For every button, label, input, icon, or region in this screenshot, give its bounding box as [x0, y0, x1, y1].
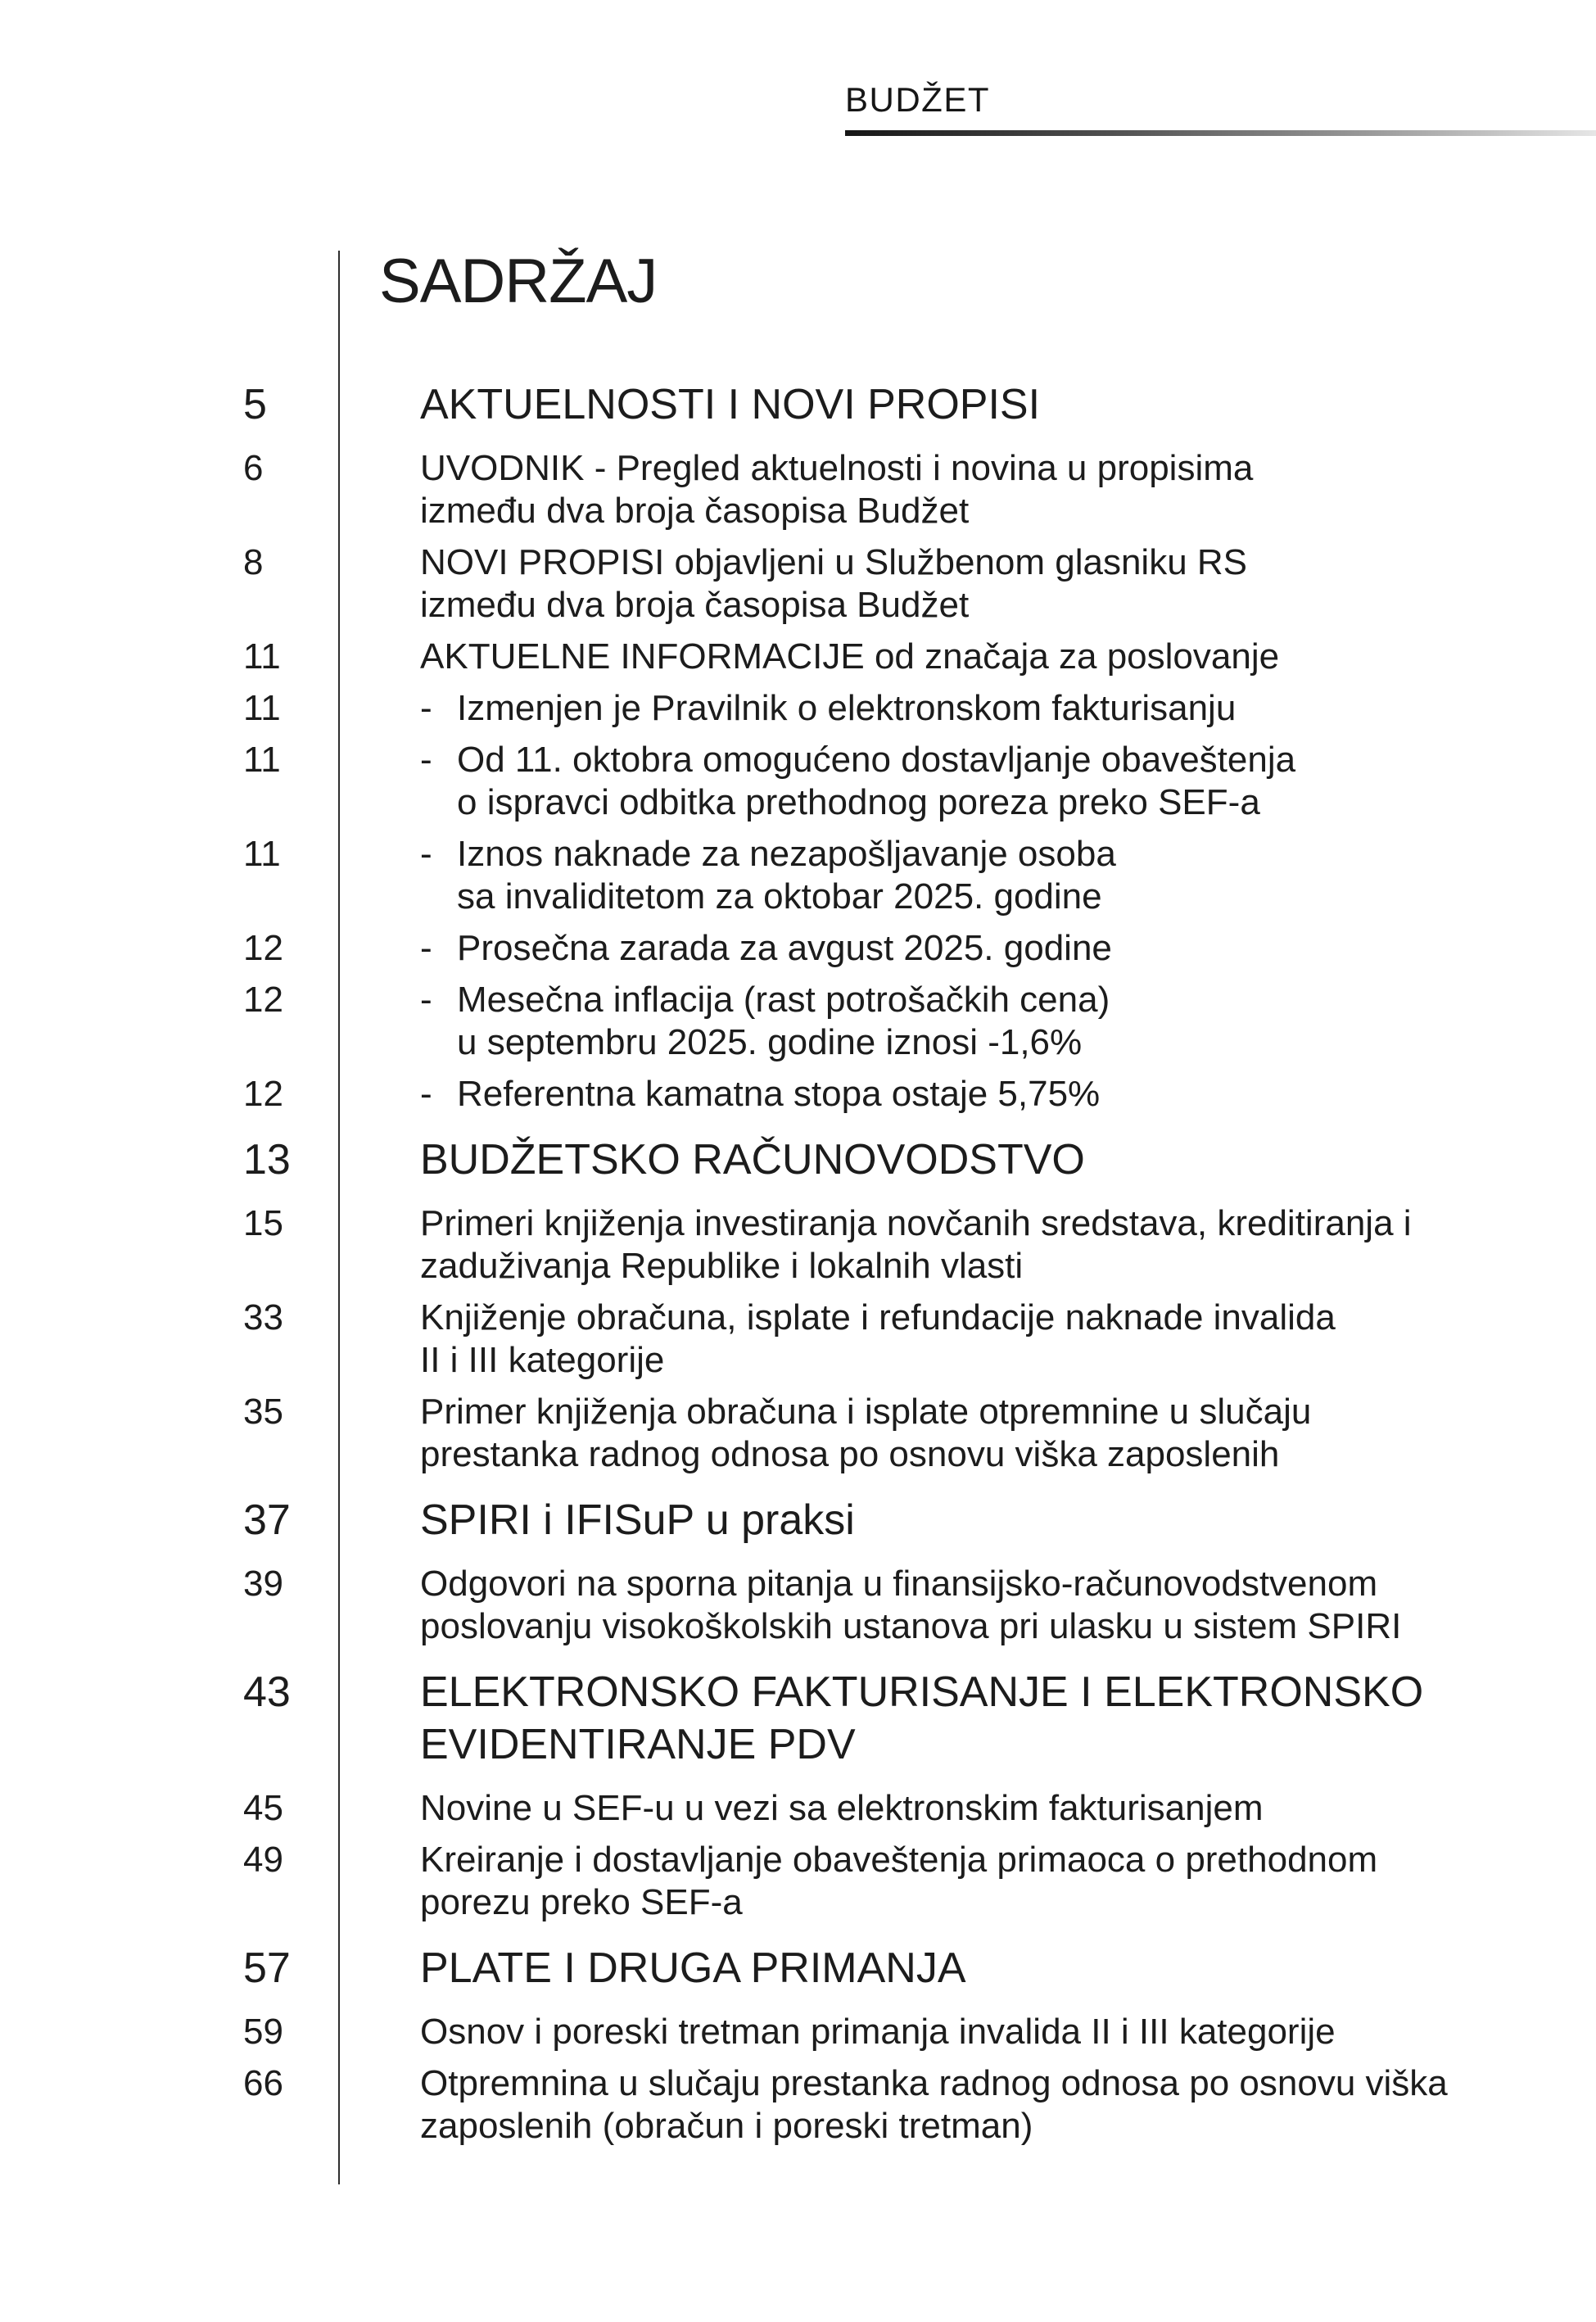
toc-entry[interactable]: [243, 541, 1488, 627]
toc-title: SADRŽAJ: [379, 247, 658, 316]
toc-entry-lines: [457, 739, 1295, 824]
toc-entry-lines: [420, 1563, 1401, 1648]
toc-page-number: 49: [243, 1840, 283, 1880]
dash-bullet: -: [420, 834, 432, 874]
toc-entry-line: o ispravci odbitka prethodnog poreza preko SEF-a: [457, 782, 1260, 822]
toc-entry-title: [379, 1787, 1264, 1830]
toc-entry-line: AKTUELNE INFORMACIJE od značaja za poslovanje: [420, 636, 1280, 677]
toc-entry-title: [379, 636, 1279, 678]
toc-page-number: 45: [243, 1788, 283, 1828]
toc-entry[interactable]: [243, 687, 1488, 730]
toc-entry-lines: [420, 1666, 1423, 1771]
toc-page-number: 13: [243, 1136, 291, 1184]
toc-page-number: 11: [243, 688, 281, 728]
toc-entry-title: [379, 1839, 1377, 1924]
toc-page-number: 43: [243, 1668, 291, 1716]
toc-entry-title: [379, 1134, 1085, 1186]
toc-entry-lines: [420, 1391, 1311, 1476]
toc-entry-title: [379, 2011, 1336, 2053]
toc-entry-lines: [420, 1134, 1085, 1186]
toc-entry-line: Primeri knjiženja investiranja novčanih sredstava, kreditiranja i: [420, 1203, 1412, 1243]
toc-entry-lines: [420, 378, 1040, 431]
toc-entry[interactable]: [243, 927, 1488, 970]
masthead-title: BUDŽET: [845, 80, 990, 119]
toc-entry-line: Iznos naknade za nezapošljavanje osoba: [457, 834, 1116, 874]
toc-page-number: 15: [243, 1203, 283, 1243]
toc-entry-lines: [420, 1942, 966, 1994]
toc-entry[interactable]: [243, 378, 1488, 431]
toc-page-number: 11: [243, 740, 281, 780]
toc-entry-title: [379, 378, 1040, 431]
toc-entry-title: [379, 979, 1110, 1064]
toc-entry-title: [379, 1391, 1311, 1476]
toc-entry-title: [379, 739, 1295, 824]
toc-page-number: 35: [243, 1392, 283, 1432]
toc-entry-lines: [457, 1073, 1100, 1116]
toc-entry-line: Primer knjiženja obračuna i isplate otpremnine u slučaju: [420, 1392, 1312, 1432]
toc-page-number: 8: [243, 542, 264, 582]
toc-entry-line: AKTUELNOSTI I NOVI PROPISI: [420, 381, 1041, 428]
toc-page-number: 39: [243, 1564, 283, 1604]
toc-entry-title: [379, 1942, 966, 1994]
toc-entry-line: Novine u SEF-u u vezi sa elektronskim fakturisanjem: [420, 1788, 1264, 1828]
toc-entry-lines: [420, 1787, 1264, 1830]
toc-entry-line: prestanka radnog odnosa po osnovu viška zaposlenih: [420, 1434, 1280, 1474]
toc-entry-line: Izmenjen je Pravilnik o elektronskom fakturisanju: [457, 688, 1237, 728]
toc-entry-line: PLATE I DRUGA PRIMANJA: [420, 1944, 966, 1992]
toc-entry-title: [379, 1073, 1100, 1116]
toc-entry[interactable]: [243, 1297, 1488, 1382]
toc-entry-line: između dva broja časopisa Budžet: [420, 585, 970, 625]
toc-entry-lines: [420, 636, 1279, 678]
toc-entry-line: porezu preko SEF-a: [420, 1882, 743, 1922]
toc-entry-line: Knjiženje obračuna, isplate i refundacije naknade invalida: [420, 1297, 1336, 1338]
toc-page-number: 37: [243, 1496, 291, 1544]
toc-entry[interactable]: [243, 1787, 1488, 1830]
dash-bullet: -: [420, 928, 432, 968]
toc-entry[interactable]: [243, 1202, 1488, 1288]
toc-entry-line: Od 11. oktobra omogućeno dostavljanje obaveštenja: [457, 740, 1296, 780]
toc-entry[interactable]: [243, 979, 1488, 1064]
dash-bullet: -: [420, 740, 432, 780]
toc-list: [243, 378, 1488, 2148]
toc-entry[interactable]: [243, 2062, 1488, 2148]
toc-entry-lines: [420, 1494, 855, 1546]
toc-page-number: 59: [243, 2012, 283, 2052]
toc-page-number: 11: [243, 834, 281, 874]
toc-entry-lines: [420, 2062, 1448, 2148]
toc-page-number: 12: [243, 980, 283, 1020]
dash-bullet: -: [420, 980, 432, 1020]
toc-entry-lines: [420, 1202, 1412, 1288]
toc-entry-title: [379, 541, 1247, 627]
toc-page-number: 6: [243, 448, 264, 488]
toc-entry-line: NOVI PROPISI objavljeni u Službenom glasniku RS: [420, 542, 1248, 582]
toc-entry-line: zaposlenih (obračun i poreski tretman): [420, 2106, 1033, 2146]
toc-entry[interactable]: [243, 636, 1488, 678]
toc-entry[interactable]: [243, 1391, 1488, 1476]
toc-page-number: 33: [243, 1297, 283, 1338]
toc-entry-line: zaduživanja Republike i lokalnih vlasti: [420, 1246, 1024, 1286]
toc-entry[interactable]: [243, 1839, 1488, 1924]
toc-entry[interactable]: [243, 1666, 1488, 1771]
toc-entry-line: BUDŽETSKO RAČUNOVODSTVO: [420, 1136, 1085, 1184]
toc-entry-lines: [420, 2011, 1336, 2053]
toc-entry-title: [379, 1202, 1412, 1288]
dash-bullet: -: [420, 688, 432, 728]
masthead-gradient-rule: [845, 130, 1596, 136]
toc-entry[interactable]: [243, 1563, 1488, 1648]
toc-entry[interactable]: [243, 1134, 1488, 1186]
table-of-contents: [243, 246, 1488, 2157]
toc-entry-title: [379, 2062, 1448, 2148]
toc-entry-title: [379, 1563, 1401, 1648]
toc-page-number: 5: [243, 381, 267, 428]
toc-entry-line: ELEKTRONSKO FAKTURISANJE I ELEKTRONSKO: [420, 1668, 1424, 1716]
toc-entry-line: Otpremnina u slučaju prestanka radnog odnosa po osnovu viška: [420, 2063, 1448, 2103]
toc-entry-lines: [420, 541, 1247, 627]
toc-page-number: 11: [243, 636, 281, 677]
toc-entry-line: UVODNIK - Pregled aktuelnosti i novina u propisima: [420, 448, 1254, 488]
toc-entry-lines: [457, 833, 1116, 918]
toc-entry-lines: [457, 979, 1110, 1064]
toc-entry-lines: [457, 687, 1236, 730]
toc-entry-line: između dva broja časopisa Budžet: [420, 491, 970, 531]
toc-page-number: 12: [243, 928, 283, 968]
toc-entry-line: Osnov i poreski tretman primanja invalida II i III kategorije: [420, 2012, 1336, 2052]
toc-entry[interactable]: [243, 833, 1488, 918]
toc-entry-title: [379, 447, 1253, 532]
toc-entry-lines: [457, 927, 1112, 970]
toc-page-number: 12: [243, 1074, 283, 1114]
dash-bullet: -: [420, 1074, 432, 1114]
toc-entry-line: Odgovori na sporna pitanja u finansijsko-računovodstvenom: [420, 1564, 1378, 1604]
toc-entry-line: Prosečna zarada za avgust 2025. godine: [457, 928, 1112, 968]
toc-entry[interactable]: [243, 1494, 1488, 1546]
toc-entry-line: II i III kategorije: [420, 1340, 665, 1380]
toc-entry-title: [379, 1666, 1423, 1771]
toc-entry-title: [379, 1494, 855, 1546]
toc-page-number: 66: [243, 2063, 283, 2103]
toc-entry-title: [379, 687, 1236, 730]
toc-entry-title: [379, 833, 1116, 918]
toc-entry-line: Mesečna inflacija (rast potrošačkih cena): [457, 980, 1110, 1020]
toc-entry[interactable]: [243, 2011, 1488, 2053]
toc-entry-line: u septembru 2025. godine iznosi -1,6%: [457, 1022, 1083, 1062]
toc-entry-lines: [420, 447, 1253, 532]
toc-entry-line: Kreiranje i dostavljanje obaveštenja primaoca o prethodnom: [420, 1840, 1378, 1880]
toc-page-number: 57: [243, 1944, 291, 1992]
toc-entry[interactable]: [243, 739, 1488, 824]
toc-entry-line: Referentna kamatna stopa ostaje 5,75%: [457, 1074, 1101, 1114]
toc-entry-line: SPIRI i IFISuP u praksi: [420, 1496, 855, 1544]
toc-entry[interactable]: [243, 1073, 1488, 1116]
toc-entry-title: [379, 1297, 1336, 1382]
toc-entry-line: EVIDENTIRANJE PDV: [420, 1721, 856, 1768]
toc-entry-lines: [420, 1839, 1377, 1924]
toc-entry[interactable]: [243, 1942, 1488, 1994]
toc-entry-lines: [420, 1297, 1336, 1382]
toc-entry-line: sa invaliditetom za oktobar 2025. godine: [457, 876, 1102, 917]
toc-entry-title: [379, 927, 1112, 970]
toc-entry-line: poslovanju visokoškolskih ustanova pri ulasku u sistem SPIRI: [420, 1606, 1402, 1646]
toc-entry[interactable]: [243, 447, 1488, 532]
